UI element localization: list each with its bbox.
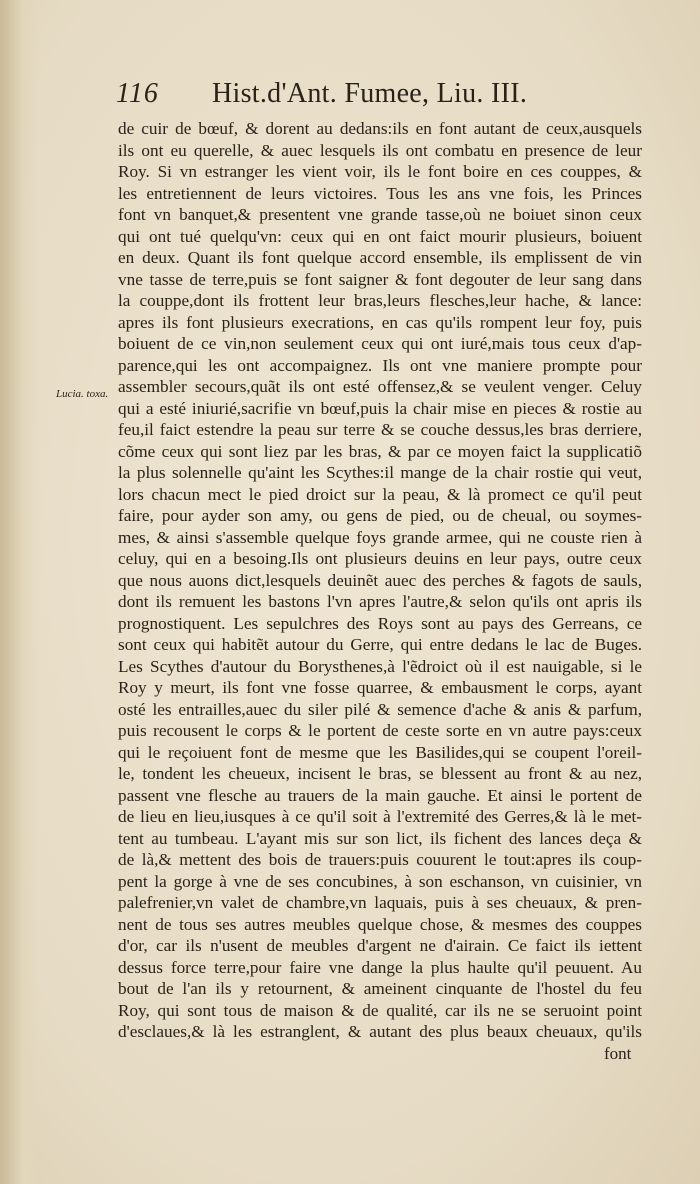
text-line: prognostiquent. Les sepulchres des Roys sont au pays des Gerreans, ce <box>118 613 642 633</box>
text-line: vne tasse de terre,puis se font saigner & font degouter de leur sang dans <box>118 269 642 289</box>
text-line: passent vne flesche au trauers de la main gauche. Et ainsi le portent de <box>118 785 642 805</box>
text-line: lors chacun mect le pied droict sur la peau, & là promect ce qu'il peut <box>118 484 642 504</box>
text-line: apres ils font plusieurs execrations, en cas qu'ils rompent leur foy, puis <box>118 312 642 332</box>
text-line: qui a esté iniurié,sacrifie vn bœuf,puis la chair mise en pieces & rostie au <box>118 398 642 418</box>
text-line: la plus solennelle qu'aint les Scythes:il mange de la chair rostie qui veut, <box>118 463 642 482</box>
text-line: Roy y meurt, ils font vne fosse quarree, & embausment le corps, ayant <box>118 678 642 697</box>
text-line: palefrenier,vn valet de chambre,vn laquais, puis à ses cheuaux, & pren- <box>118 893 642 912</box>
running-head: Hist.d'Ant. Fumee, Liu. III. <box>212 78 528 109</box>
text-line: la couppe,dont ils frottent leur bras,leurs flesches,leur hache, & lance: <box>118 291 642 310</box>
page-number: 116 <box>116 78 159 109</box>
text-line: cõme ceux qui sont liez par les bras, & par ce moyen faict la supplicatiõ <box>118 441 642 461</box>
text-line: le, tondent les cheueux, incisent le bras, se blessent au front & au nez, <box>118 764 642 783</box>
text-line: assembler secours,quãt ils ont esté offensez,& se veulent venger. Celuy <box>118 377 642 396</box>
text-line: qui le reçoiuent font de mesme que les Basilides,qui se coupent l'oreil- <box>118 742 642 762</box>
text-line: boiuent de ce vin,non seulement ceux qui ont iuré,mais tous ceux d'ap- <box>118 334 642 353</box>
page-header <box>116 78 576 118</box>
text-line: sont ceux qui habitẽt autour du Gerre, qui entre dedans le lac de Buges. <box>118 635 642 654</box>
text-line: de cuir de bœuf, & dorent au dedans:ils en font autant de ceux,ausquels <box>118 119 642 138</box>
text-line: en deux. Quant ils font quelque accord ensemble, ils emplissent de vin <box>118 248 642 267</box>
text-line: de lieu en lieu,iusques à ce qu'il soit à l'extremité des Gerres,& là le met- <box>118 807 642 826</box>
text-line: bout de l'an ils y retournent, & ameinent cinquante de l'hostel du feu <box>118 979 642 998</box>
text-line: dont ils remuent les bastons l'vn apres l'autre,& selon qu'ils ont apris ils <box>118 592 642 611</box>
text-line: font vn banquet,& presentent vne grande tasse,où ne boiuet sinon ceux <box>118 205 642 224</box>
text-block <box>118 118 642 1043</box>
text-line: puis recousent le corps & le portent de ceste sorte en vn autre pays:ceux <box>118 721 642 740</box>
text-line: tent au tumbeau. L'ayant mis sur son lict, ils fichent des lances deça & <box>118 828 642 848</box>
text-line: Les Scythes d'autour du Borysthenes,à l'ẽdroict où il est nauigable, si le <box>118 656 642 676</box>
text-line: de là,& mettent des bois de trauers:puis couurent le tout:apres ils coup- <box>118 850 642 869</box>
catchword: font <box>604 1044 632 1063</box>
text-line: qui ont tué quelqu'vn: ceux qui en ont faict mourir plusieurs, boiuent <box>118 226 642 246</box>
text-line: parence,qui les ont accompaignez. Ils ont vne maniere prompte pour <box>118 355 642 375</box>
text-line: d'esclaues,& là les estranglent, & autant des plus beaux cheuaux, qu'ils <box>118 1022 642 1041</box>
text-line: mes, & ainsi s'assemble quelque foys grande armee, qui ne couste rien à <box>118 527 642 547</box>
text-line: ils ont eu querelle, & auec lesquels ils ont combatu en presence de leur <box>118 140 642 160</box>
text-line: Roy. Si vn estranger les vient voir, ils le font boire en ces couppes, & <box>118 162 642 181</box>
text-line: pent la gorge à vne de ses concubines, à son eschanson, vn cuisinier, vn <box>118 871 642 891</box>
text-line: osté les entrailles,auec du siler pilé & semence d'ache & anis & parfum, <box>118 699 642 719</box>
text-line: Roy, qui sont tous de maison & de qualité, car ils ne se seruoint point <box>118 1000 642 1020</box>
text-line: que nous auons dict,lesquels deuinẽt auec des perches & fagots de sauls, <box>118 570 642 590</box>
text-line: feu,il faict estendre la peau sur terre & se couche dessus,les bras derriere, <box>118 420 642 439</box>
margin-note: Lucia. toxa. <box>56 388 109 400</box>
text-line: celuy, qui en a besoing.Ils ont plusieurs deuins en leur pays, outre ceux <box>118 549 642 568</box>
text-line: les entretiennent de leurs victoires. Tous les ans vne fois, les Princes <box>118 183 642 203</box>
page-gutter-shadow <box>0 0 40 1184</box>
text-line: nent de tous ses autres meubles quelque chose, & mesmes des couppes <box>118 914 642 934</box>
text-line: faire, pour ayder son amy, ou gens de pied, ou de cheual, ou soymes- <box>118 506 642 525</box>
text-line: dessus force terre,pour faire vne dange la plus haulte qu'il peuuent. Au <box>118 957 642 977</box>
text-line: d'or, car ils n'usent de meubles d'argent ne d'airain. Ce faict ils iettent <box>118 936 642 955</box>
